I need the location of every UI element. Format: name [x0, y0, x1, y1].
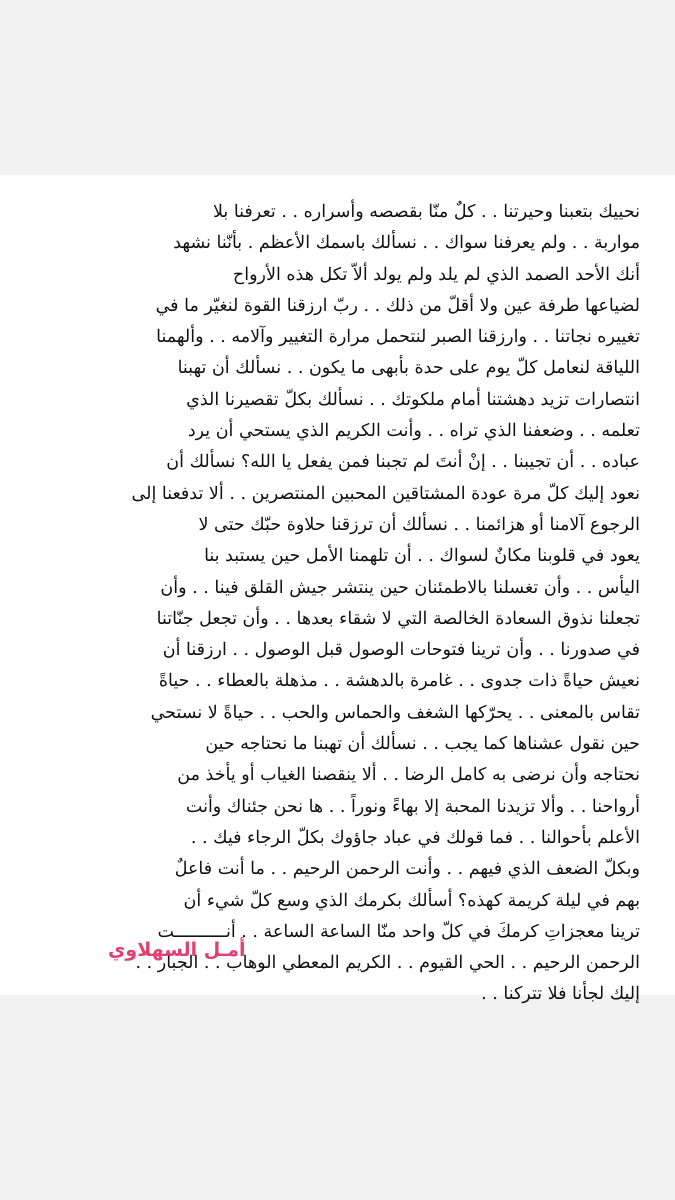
- text-line: بهم في ليلة كريمة كهذه؟ أسألك بكرمك الذي وسع كلّ شيء أن: [183, 890, 640, 911]
- text-line: وبكلّ الضعف الذي فيهم . . وأنت الرحمن الرحيم . . ما أنت فاعلٌ: [174, 859, 640, 880]
- text-line: اللياقة لنعامل كلّ يوم على حدة بأبهى ما يكون . . نسألك أن تهبنا: [177, 358, 640, 379]
- text-line: الرجوع آلامنا أو هزائمنا . . نسألك أن ترزقنا حلاوة حبّك حتى لا: [198, 514, 640, 535]
- prayer-text: [34, 197, 640, 1011]
- text-line: الأعلم بأحوالنا . . فما قولك في عباد جاؤوك بكلّ الرجاء فيك . .: [190, 827, 640, 848]
- text-line: أنك الأحد الصمد الذي لم يلد ولم يولد ألاّ تكل هذه الأرواح: [232, 264, 640, 285]
- author-signature: أمـل السهلاوي: [108, 939, 246, 961]
- text-line: تعلمه . . وضعفنا الذي تراه . . وأنت الكريم الذي يستحي أن يرد: [187, 421, 640, 442]
- text-line: إليك لجأنا فلا تتركنا . .: [481, 984, 640, 1005]
- text-line: أرواحنا . . وألا تزيدنا المحبة إلا بهاءً ونوراً . . ها نحن جئناك وأنت: [185, 796, 640, 817]
- text-line: نحتاجه وأن نرضى به كامل الرضا . . ألا ينقصنا الغياب أو يأخذ من: [177, 765, 640, 786]
- text-line: في صدورنا . . وأن ترينا فتوحات الوصول قبل الوصول . . ارزقنا أن: [162, 640, 640, 661]
- text-line: حين نقول عشناها كما يجب . . نسألك أن تهبنا ما نحتاجه حين: [205, 734, 640, 755]
- text-line: يعود في قلوبنا مكانٌ لسواك . . أن تلهمنا الأمل حين يستبد بنا: [204, 546, 640, 567]
- text-line: نحييك بتعبنا وحيرتنا . . كلٌ منّا بقصصه وأسراره . . تعرفنا بلا: [212, 202, 640, 222]
- text-line: انتصارات تزيد دهشتنا أمام ملكوتك . . نسألك بكلّ تقصيرنا الذي: [186, 389, 640, 410]
- text-line: لضياعها طرفة عين ولا أقلّ من ذلك . . ربّ ارزقنا القوة لنغيّر ما في: [155, 295, 640, 316]
- text-line: الرحمن الرحيم . . الحي القيوم . . الكريم المعطي الوهاب . . الجبار . .: [135, 953, 640, 974]
- text-line: مواربة . . ولم يعرفنا سواك . . نسألك باسمك الأعظم . بأنّنا نشهد: [173, 233, 640, 254]
- text-line: تجعلنا نذوق السعادة الخالصة التي لا شقاء بعدها . . وأن تجعل جنّاتنا: [156, 608, 640, 629]
- text-line: اليأس . . وأن تغسلنا بالاطمئنان حين ينتشر جيش القلق فينا . . وأن: [160, 577, 640, 598]
- text-line: نعود إليك كلّ مرة عودة المشتاقين المحبين المنتصرين . . ألا تدفعنا إلى: [131, 483, 640, 504]
- text-line: تغييره نجاتنا . . وارزقنا الصبر لنتحمل مرارة التغيير وآلامه . . وألهمنا: [156, 327, 640, 348]
- text-line: نعيش حياةً ذات جدوى . . غامرة بالدهشة . . مذهلة بالعطاء . . حياةً: [158, 671, 640, 692]
- text-card: [0, 175, 675, 1005]
- text-line: تقاس بالمعنى . . يحرّكها الشغف والحماس والحب . . حياةً لا نستحي: [150, 702, 640, 723]
- text-line: عباده . . أن تجيبنا . . إنْ أنتَ لم تجبنا فمن يفعل يا الله؟ نسألك أن: [166, 452, 640, 473]
- text-line: ترينا معجزاتِ كرمكَ في كلّ واحد منّا الساعة الساعة . . أنــــــــــت: [157, 921, 640, 942]
